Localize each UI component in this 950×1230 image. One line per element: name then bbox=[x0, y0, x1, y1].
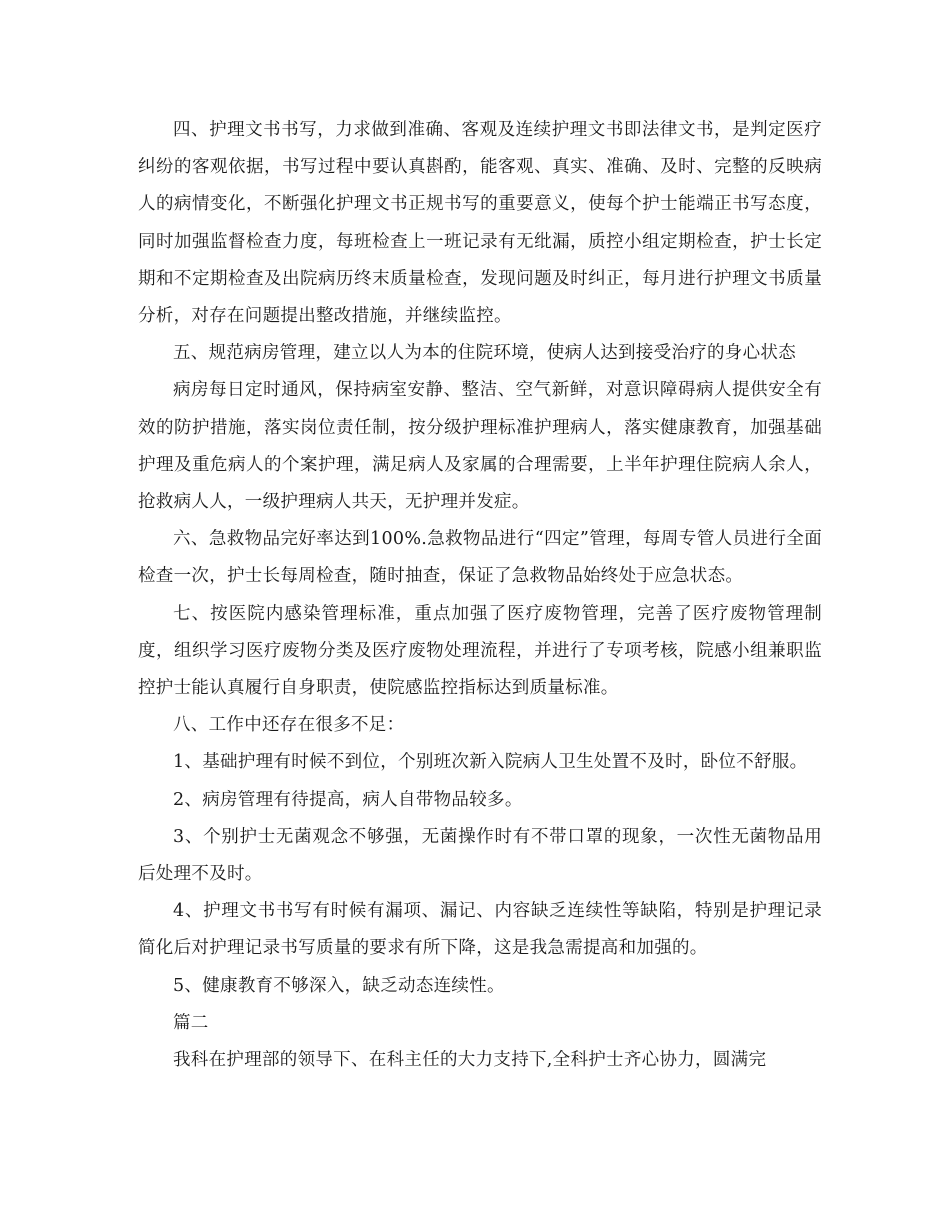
paragraph-ward-management: 病房每日定时通风，保持病室安静、整洁、空气新鲜，对意识障碍病人提供安全有效的防护措施，落实岗位责任制，按分级护理标准护理病人，落实健康教育，加强基础护理及重危病人的个案护理，满足病人及家属的合理需要，上半年护理住院病人余人，抢救病人人，一级护理病人共天，无护理并发症。 bbox=[138, 380, 822, 513]
part-two-heading: 篇二 bbox=[173, 1012, 209, 1033]
list-item-deficiency-2: 2、病房管理有待提高，病人自带物品较多。 bbox=[173, 789, 523, 810]
list-item-deficiency-1: 1、基础护理有时候不到位，个别班次新入院病人卫生处置不及时，卧位不舒服。 bbox=[173, 752, 808, 773]
paragraph-section-eight-heading: 八、工作中还存在很多不足： bbox=[173, 715, 405, 736]
paragraph-section-five-heading: 五、规范病房管理，建立以人为本的住院环境，使病人达到接受治疗的身心状态 bbox=[173, 343, 796, 364]
list-item-deficiency-5: 5、健康教育不够深入，缺乏动态连续性。 bbox=[173, 975, 505, 996]
paragraph-section-four: 四、护理文书书写，力求做到准确、客观及连续护理文书即法律文书，是判定医疗纠纷的客观依据，书写过程中要认真斟酌，能客观、真实、准确、及时、完整的反映病人的病情变化，不断强化护理文书正规书写的重要意义，使每个护士能端正书写态度，同时加强监督检查力度，每班检查上一班记录有无纰漏，质控小组定期检查，护士长定期和不定期检查及出院病历终末质量检查，发现问题及时纠正，每月进行护理文书质量分析，对存在问题提出整改措施，并继续监控。 bbox=[138, 120, 822, 327]
paragraph-part-two-intro: 我科在护理部的领导下、在科主任的大力支持下,全科护士齐心协力，圆满完 bbox=[173, 1050, 767, 1071]
document-body bbox=[138, 112, 822, 1079]
list-item-deficiency-4: 4、护理文书书写有时候有漏项、漏记、内容缺乏连续性等缺陷，特别是护理记录简化后对护理记录书写质量的要求有所下降，这是我急需提高和加强的。 bbox=[138, 901, 822, 959]
paragraph-section-six: 六、急救物品完好率达到100%.急救物品进行“四定”管理，每周专管人员进行全面检查一次，护士长每周检查，随时抽查，保证了急救物品始终处于应急状态。 bbox=[138, 529, 822, 587]
paragraph-section-seven: 七、按医院内感染管理标准，重点加强了医疗废物管理，完善了医疗废物管理制度，组织学习医疗废物分类及医疗废物处理流程，并进行了专项考核，院感小组兼职监控护士能认真履行自身职责，使院感监控指标达到质量标准。 bbox=[138, 603, 822, 699]
list-item-deficiency-3: 3、个别护士无菌观念不够强，无菌操作时有不带口罩的现象，一次性无菌物品用后处理不及时。 bbox=[138, 826, 822, 885]
